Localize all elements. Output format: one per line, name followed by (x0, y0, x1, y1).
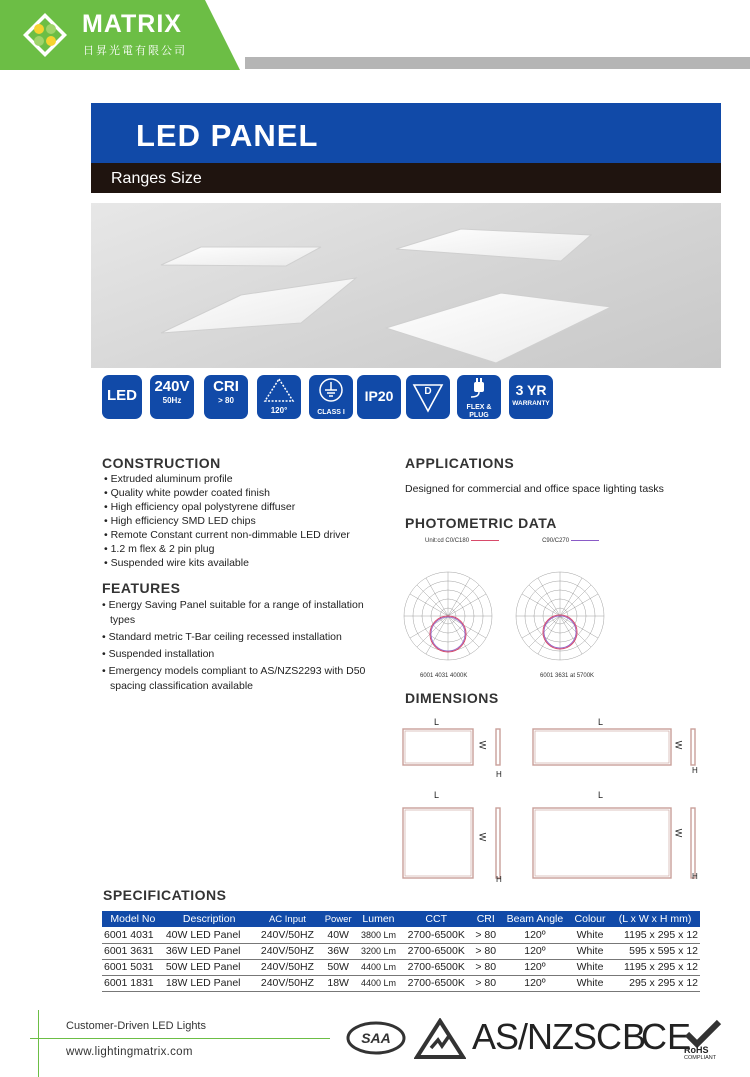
specifications-table (102, 911, 700, 992)
class-one-badge: CLASS I (309, 375, 353, 419)
features-list (102, 598, 372, 694)
cell-beam-angle: 120º (500, 927, 570, 943)
table-row (102, 975, 700, 991)
cell-description: 50W LED Panel (164, 959, 255, 975)
page-title: LED PANEL (136, 118, 319, 153)
cell-model: 6001 1831 (102, 975, 164, 991)
col-beam-angle: Beam Angle (500, 911, 570, 927)
plug-icon (457, 375, 501, 399)
d-mark-icon (406, 375, 450, 419)
cell-cct: 2700-6500K (401, 927, 472, 943)
footer-horizontal-line (30, 1038, 330, 1039)
cell-description: 40W LED Panel (164, 927, 255, 943)
table-row (102, 959, 700, 975)
cell-cct: 2700-6500K (401, 943, 472, 959)
dim-label-w-4: W (673, 828, 684, 838)
cell-cri: > 80 (472, 943, 501, 959)
dim-label-l-1: L (434, 717, 440, 727)
voltage-badge: 240V 50Hz (150, 375, 194, 419)
svg-text:SAA: SAA (361, 1030, 391, 1046)
cell-cct: 2700-6500K (401, 959, 472, 975)
list-item: • Energy Saving Panel suitable for a range of installation types (102, 599, 364, 626)
col-lumen: Lumen (356, 911, 401, 927)
dim-label-l-2: L (598, 717, 604, 727)
construction-heading: CONSTRUCTION (102, 455, 221, 471)
list-item: • Suspended installation (102, 648, 215, 660)
col-model: Model No (102, 911, 164, 927)
list-item: • High efficiency opal polystyrene diffuser (104, 501, 296, 513)
rohs-compliant-text: COMPLIANT (684, 1055, 717, 1061)
features-heading: FEATURES (102, 580, 181, 596)
ip20-badge: IP20 (357, 375, 401, 419)
col-ac-input: AC Input (255, 911, 321, 927)
cell-dimensions: 595 x 595 x 12 (610, 943, 700, 959)
list-item: • Extruded aluminum profile (104, 473, 233, 485)
brand-subtitle: 日昇光電有限公司 (83, 45, 187, 57)
cell-colour: White (570, 975, 610, 991)
warranty-badge: 3 YR WARRANTY (509, 375, 553, 419)
cell-dimensions: 1195 x 295 x 12 (610, 927, 700, 943)
cell-ac-input: 240V/50HZ (255, 975, 321, 991)
polar-diagram-1 (398, 568, 498, 672)
footer-website-link[interactable]: www.lightingmatrix.com (66, 1046, 193, 1058)
dim-label-w-3: W (477, 832, 488, 842)
cell-cri: > 80 (472, 975, 501, 991)
cell-beam-angle: 120º (500, 975, 570, 991)
col-dimensions: (L x W x H mm) (610, 911, 700, 927)
polar-diagram-2 (510, 568, 610, 672)
specifications-heading: SPECIFICATIONS (103, 887, 227, 903)
dim-label-l-3: L (434, 790, 440, 800)
product-photo (91, 203, 721, 368)
cell-power: 36W (320, 943, 356, 959)
applications-text: Designed for commercial and office space lighting tasks (405, 483, 664, 495)
cell-model: 6001 4031 (102, 927, 164, 943)
cell-description: 36W LED Panel (164, 943, 255, 959)
cell-cri: > 80 (472, 927, 501, 943)
list-item: • Remote Constant current non-dimmable LED driver (104, 529, 350, 541)
legend-line-c90 (571, 540, 599, 541)
construction-list (104, 472, 350, 570)
cri-badge: CRI > 80 (204, 375, 248, 419)
dim-label-l-4: L (598, 790, 604, 800)
cell-lumen: 3800 Lm (356, 927, 401, 943)
cell-colour: White (570, 927, 610, 943)
flex-plug-badge: FLEX & PLUG (457, 375, 501, 419)
led-badge: LED (102, 375, 142, 419)
cell-lumen: 4400 Lm (356, 959, 401, 975)
brand-name: MATRIX (82, 10, 182, 38)
cell-description: 18W LED Panel (164, 975, 255, 991)
list-item: • High efficiency SMD LED chips (104, 515, 256, 527)
cell-beam-angle: 120º (500, 943, 570, 959)
list-item: • Quality white powder coated finish (104, 487, 270, 499)
dim-label-h-2: H (692, 766, 698, 775)
header-divider-bar (245, 57, 750, 69)
dim-label-h-4: H (692, 872, 698, 881)
cell-beam-angle: 120º (500, 959, 570, 975)
cell-cct: 2700-6500K (401, 975, 472, 991)
d-mark-badge: D (406, 375, 450, 419)
dimensions-heading: DIMENSIONS (405, 690, 499, 706)
ce-cert-text: CE (641, 1016, 692, 1057)
list-item: • Standard metric T-Bar ceiling recessed installation (102, 631, 342, 643)
cell-colour: White (570, 959, 610, 975)
table-header-row (102, 911, 700, 927)
cell-lumen: 4400 Lm (356, 975, 401, 991)
beam-angle-badge: 120° (257, 375, 301, 419)
cb-cert-text: CB (596, 1016, 647, 1057)
earth-ground-icon (309, 375, 353, 405)
dim-label-w-2: W (673, 740, 684, 750)
matrix-logo-icon (22, 12, 68, 58)
cell-power: 18W (320, 975, 356, 991)
dim-label-h-1: H (496, 770, 502, 779)
dimension-drawings (395, 712, 715, 887)
legend-line-c0 (471, 540, 499, 541)
cell-cri: > 80 (472, 959, 501, 975)
col-description: Description (164, 911, 255, 927)
photometric-legend: Unit:cd C0/C180 C90/C270 (425, 538, 599, 544)
polar-caption-1: 6001 4031 4000K (420, 673, 468, 679)
footer-tagline: Customer-Driven LED Lights (66, 1020, 206, 1032)
dim-label-h-3: H (496, 875, 502, 884)
col-power: Power (320, 911, 356, 927)
applications-heading: APPLICATIONS (405, 455, 515, 471)
beam-angle-icon (257, 375, 301, 405)
cell-power: 50W (320, 959, 356, 975)
rohs-cert-text: RoHS (684, 1045, 709, 1055)
cell-power: 40W (320, 927, 356, 943)
col-colour: Colour (570, 911, 610, 927)
cell-model: 6001 3631 (102, 943, 164, 959)
table-row (102, 927, 700, 943)
cell-dimensions: 1195 x 295 x 12 (610, 959, 700, 975)
col-cri: CRI (472, 911, 501, 927)
list-item: • 1.2 m flex & 2 pin plug (104, 543, 215, 555)
cell-colour: White (570, 943, 610, 959)
cell-ac-input: 240V/50HZ (255, 943, 321, 959)
cell-ac-input: 240V/50HZ (255, 959, 321, 975)
polar-caption-2: 6001 3631 at 5700K (540, 673, 595, 679)
footer-vertical-line (38, 1010, 39, 1077)
cell-ac-input: 240V/50HZ (255, 927, 321, 943)
dim-label-w-1: W (477, 740, 488, 750)
asnzs-cert-text: AS/NZS (472, 1016, 597, 1057)
table-row (102, 943, 700, 959)
cell-lumen: 3200 Lm (356, 943, 401, 959)
page-subtitle: Ranges Size (111, 170, 202, 187)
list-item: • Emergency models compliant to AS/NZS2293 with D50 spacing classification available (102, 665, 366, 692)
cell-dimensions: 295 x 295 x 12 (610, 975, 700, 991)
photometric-heading: PHOTOMETRIC DATA (405, 515, 557, 531)
cell-model: 6001 5031 (102, 959, 164, 975)
col-cct: CCT (401, 911, 472, 927)
saa-cert-icon (345, 1020, 407, 1056)
rcm-cert-icon (414, 1018, 466, 1060)
list-item: • Suspended wire kits available (104, 557, 249, 569)
